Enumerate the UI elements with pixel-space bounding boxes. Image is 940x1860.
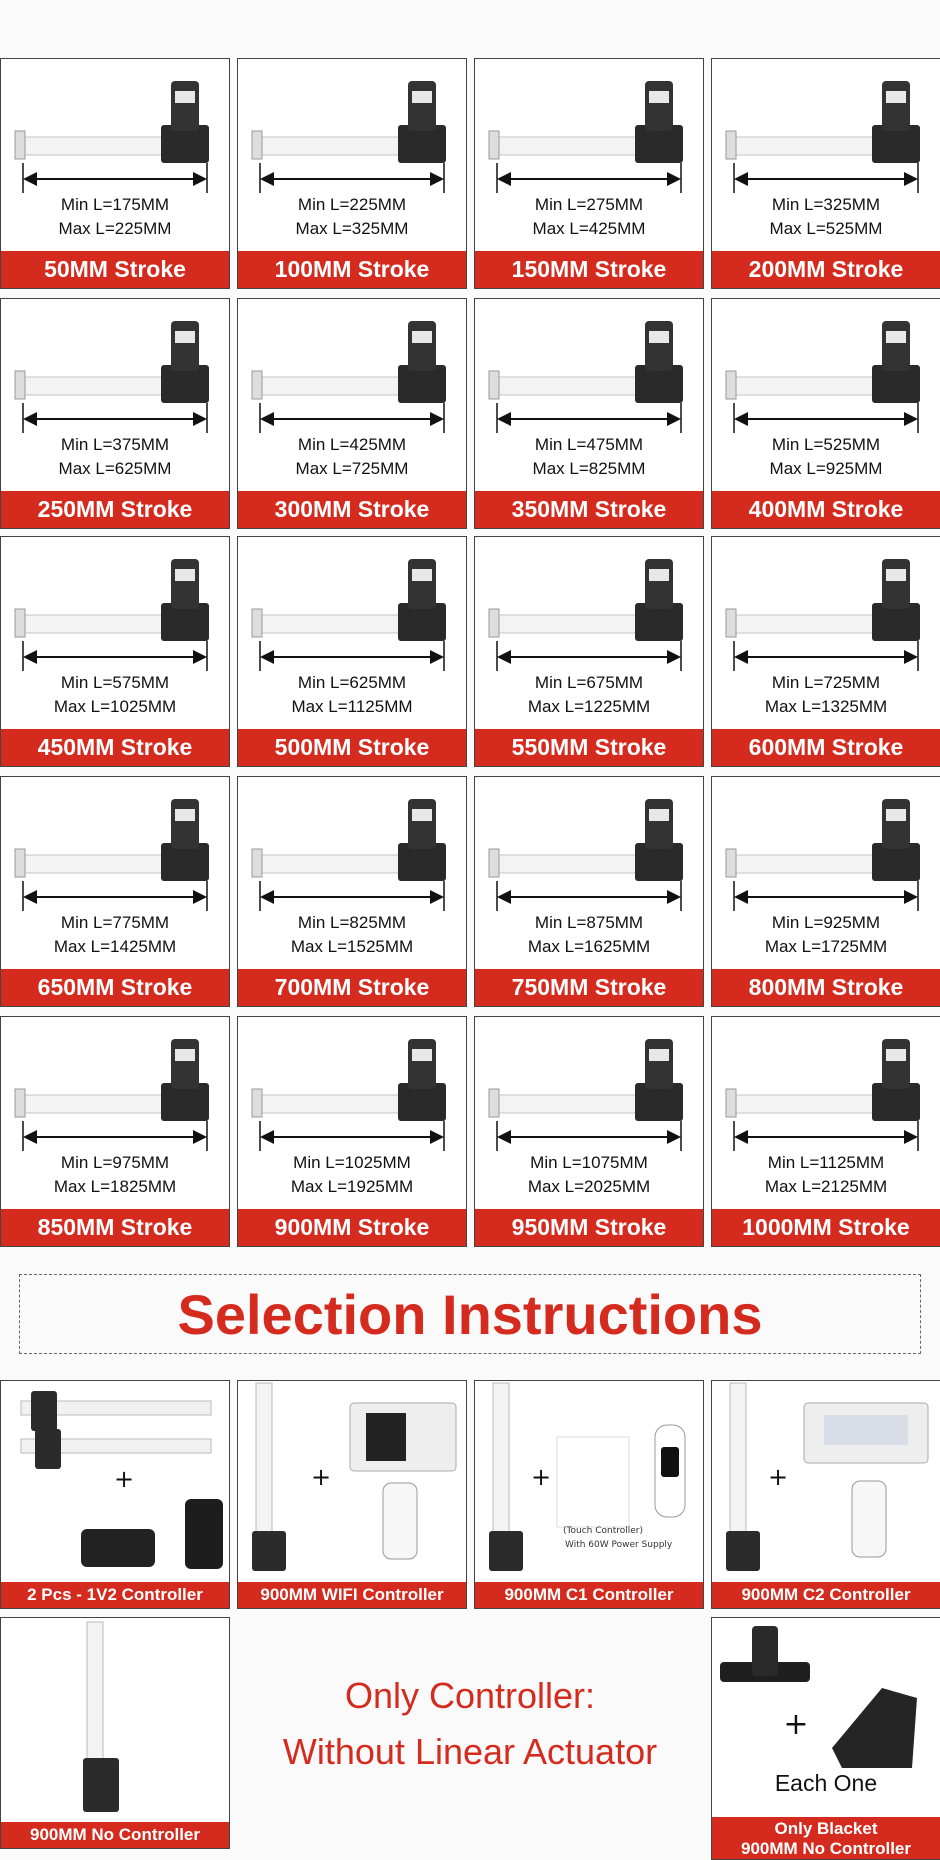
stroke-label: 900MM Stroke xyxy=(238,1209,466,1246)
stroke-label: 350MM Stroke xyxy=(475,491,703,528)
max-length: Max L=1925MM xyxy=(290,1177,414,1196)
stroke-card[interactable] xyxy=(0,58,230,289)
stroke-card[interactable] xyxy=(711,1016,940,1247)
min-length: Min L=875MM xyxy=(534,913,644,932)
stroke-card[interactable] xyxy=(711,536,940,767)
plus-sign: + xyxy=(783,1707,809,1742)
stroke-card[interactable] xyxy=(237,536,467,767)
bracket-line2: 900MM No Controller xyxy=(740,1839,912,1858)
stroke-label: 600MM Stroke xyxy=(712,729,940,766)
stroke-card[interactable] xyxy=(474,58,704,289)
min-length: Min L=925MM xyxy=(771,913,881,932)
stroke-card[interactable] xyxy=(474,776,704,1007)
max-length: Max L=925MM xyxy=(769,459,883,478)
max-length: Max L=1425MM xyxy=(53,937,177,956)
min-length: Min L=175MM xyxy=(60,195,170,214)
option-c1-card[interactable] xyxy=(474,1380,704,1609)
stroke-card[interactable] xyxy=(0,1016,230,1247)
option-label: 900MM C2 Controller xyxy=(712,1582,940,1608)
only-controller-line2: Without Linear Actuator xyxy=(282,1731,658,1772)
min-length: Min L=325MM xyxy=(771,195,881,214)
stroke-card[interactable] xyxy=(237,776,467,1007)
selection-title: Selection Instructions xyxy=(177,1283,763,1346)
stroke-label: 500MM Stroke xyxy=(238,729,466,766)
stroke-card[interactable] xyxy=(237,58,467,289)
option-label: 900MM C1 Controller xyxy=(475,1582,703,1608)
c1-note-2: With 60W Power Supply xyxy=(565,1540,673,1550)
stroke-card[interactable] xyxy=(237,1016,467,1247)
option-c2-card[interactable] xyxy=(711,1380,940,1609)
bracket-each-one: Each One xyxy=(774,1770,878,1796)
stroke-label: 150MM Stroke xyxy=(475,251,703,288)
min-length: Min L=1075MM xyxy=(530,1153,648,1172)
stroke-card[interactable] xyxy=(711,776,940,1007)
max-length: Max L=825MM xyxy=(532,459,646,478)
stroke-label: 800MM Stroke xyxy=(712,969,940,1006)
option-label: 900MM WIFI Controller xyxy=(238,1582,466,1608)
option-label: 2 Pcs - 1V2 Controller xyxy=(1,1582,229,1608)
plus-sign: + xyxy=(310,1463,332,1491)
stroke-label: 700MM Stroke xyxy=(238,969,466,1006)
min-length: Min L=1025MM xyxy=(293,1153,411,1172)
selection-instructions-box xyxy=(19,1274,921,1354)
stroke-label: 250MM Stroke xyxy=(1,491,229,528)
max-length: Max L=225MM xyxy=(58,219,172,238)
stroke-card[interactable] xyxy=(0,776,230,1007)
stroke-label: 400MM Stroke xyxy=(712,491,940,528)
stroke-card[interactable] xyxy=(711,58,940,289)
min-length: Min L=375MM xyxy=(60,435,170,454)
stroke-card[interactable] xyxy=(474,536,704,767)
min-length: Min L=675MM xyxy=(534,673,644,692)
option-no-controller-image xyxy=(1,1618,229,1818)
min-length: Min L=825MM xyxy=(297,913,407,932)
min-length: Min L=275MM xyxy=(534,195,644,214)
max-length: Max L=1025MM xyxy=(53,697,177,716)
stroke-card[interactable] xyxy=(0,536,230,767)
min-length: Min L=225MM xyxy=(297,195,407,214)
stroke-label: 550MM Stroke xyxy=(475,729,703,766)
stroke-label: 300MM Stroke xyxy=(238,491,466,528)
stroke-card[interactable] xyxy=(711,298,940,529)
stroke-card[interactable] xyxy=(0,298,230,529)
option-wifi-image xyxy=(238,1381,466,1581)
stroke-card[interactable] xyxy=(474,298,704,529)
stroke-label: 100MM Stroke xyxy=(238,251,466,288)
plus-sign: + xyxy=(767,1463,789,1491)
min-length: Min L=975MM xyxy=(60,1153,170,1172)
min-length: Min L=575MM xyxy=(60,673,170,692)
min-length: Min L=475MM xyxy=(534,435,644,454)
max-length: Max L=2025MM xyxy=(527,1177,651,1196)
max-length: Max L=1725MM xyxy=(764,937,888,956)
option-c2-image xyxy=(712,1381,940,1581)
stroke-label: 200MM Stroke xyxy=(712,251,940,288)
stroke-label: 450MM Stroke xyxy=(1,729,229,766)
max-length: Max L=1325MM xyxy=(764,697,888,716)
max-length: Max L=725MM xyxy=(295,459,409,478)
stroke-label: 1000MM Stroke xyxy=(712,1209,940,1246)
max-length: Max L=425MM xyxy=(532,219,646,238)
min-length: Min L=725MM xyxy=(771,673,881,692)
max-length: Max L=1625MM xyxy=(527,937,651,956)
option-c1-image xyxy=(475,1381,703,1581)
only-controller-line1: Only Controller: xyxy=(344,1675,596,1716)
min-length: Min L=625MM xyxy=(297,673,407,692)
max-length: Max L=525MM xyxy=(769,219,883,238)
option-wifi-card[interactable] xyxy=(237,1380,467,1609)
option-no-controller-card[interactable] xyxy=(0,1617,230,1849)
option-bracket-card[interactable] xyxy=(711,1617,940,1860)
stroke-label: 750MM Stroke xyxy=(475,969,703,1006)
min-length: Min L=525MM xyxy=(771,435,881,454)
stroke-label: 850MM Stroke xyxy=(1,1209,229,1246)
max-length: Max L=1525MM xyxy=(290,937,414,956)
stroke-label: 50MM Stroke xyxy=(1,251,229,288)
plus-sign: + xyxy=(530,1463,552,1491)
min-length: Min L=775MM xyxy=(60,913,170,932)
c1-note-1: (Touch Controller) xyxy=(563,1526,643,1536)
option-label xyxy=(712,1817,940,1859)
max-length: Max L=325MM xyxy=(295,219,409,238)
max-length: Max L=625MM xyxy=(58,459,172,478)
stroke-card[interactable] xyxy=(237,298,467,529)
max-length: Max L=1225MM xyxy=(527,697,651,716)
stroke-label: 650MM Stroke xyxy=(1,969,229,1006)
max-length: Max L=1125MM xyxy=(291,697,413,716)
option-label: 900MM No Controller xyxy=(1,1822,229,1848)
stroke-label: 950MM Stroke xyxy=(475,1209,703,1246)
min-length: Min L=1125MM xyxy=(767,1153,885,1172)
only-controller-text xyxy=(240,1668,700,1780)
min-length: Min L=425MM xyxy=(297,435,407,454)
max-length: Max L=2125MM xyxy=(764,1177,888,1196)
max-length: Max L=1825MM xyxy=(53,1177,177,1196)
bracket-line1: Only Blacket xyxy=(774,1819,878,1838)
plus-sign: + xyxy=(113,1465,135,1493)
stroke-card[interactable] xyxy=(474,1016,704,1247)
option-1v2-card[interactable] xyxy=(0,1380,230,1609)
option-1v2-image xyxy=(1,1381,229,1581)
